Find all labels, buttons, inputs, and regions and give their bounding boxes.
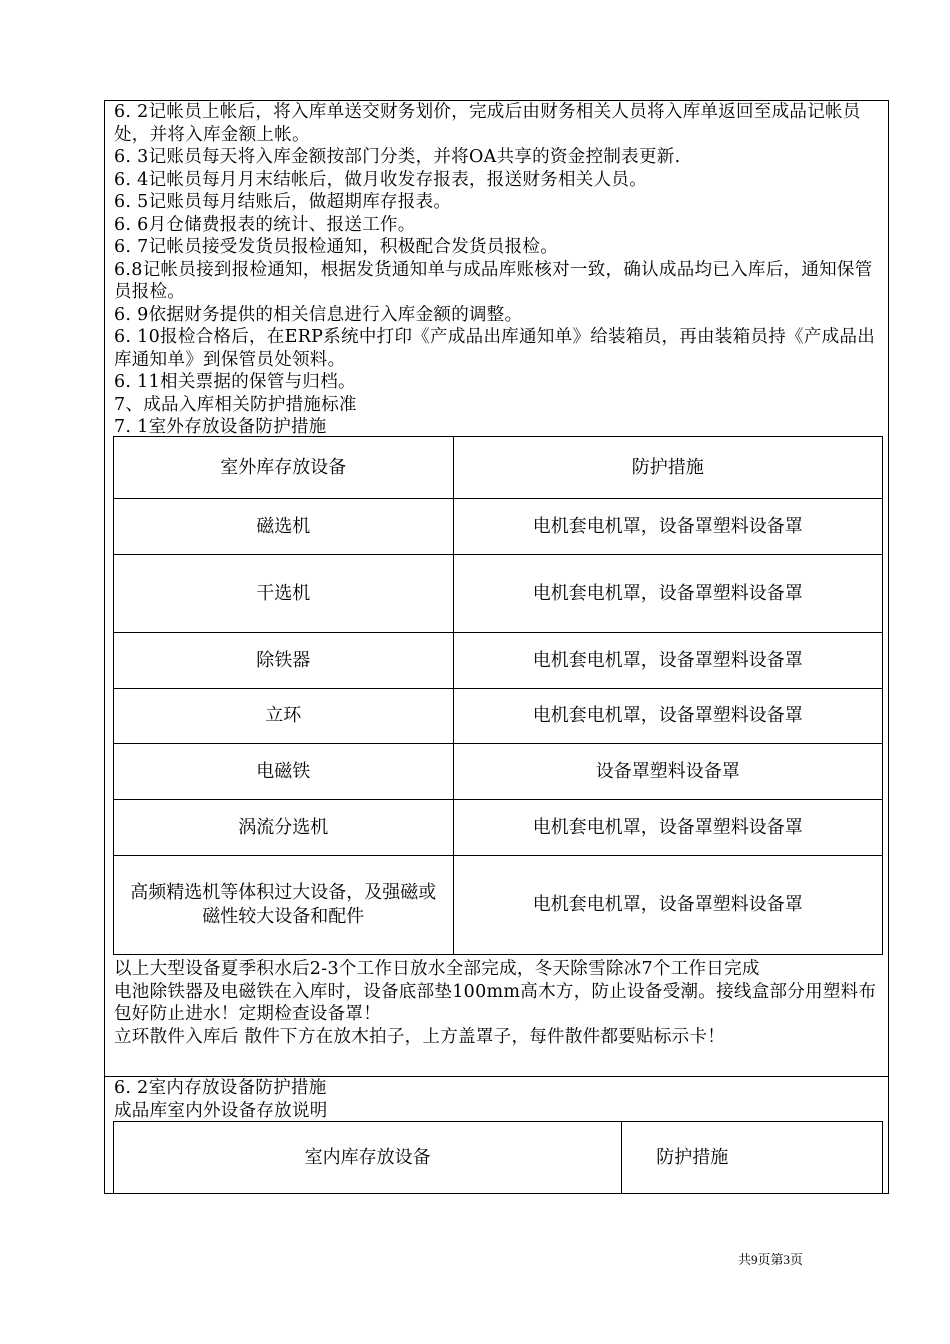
equipment-cell: 涡流分选机 xyxy=(114,800,454,856)
protection-cell: 电机套电机罩，设备罩塑料设备罩 xyxy=(453,856,882,955)
indoor-heading: 6. 2室内存放设备防护措施 xyxy=(114,1078,327,1098)
note-line: 电池除铁器及电磁铁在入库时，设备底部垫100mm高木方，防止设备受潮。接线盒部分用塑料布包好防止进水！定期检查设备罩！ xyxy=(114,981,877,1024)
header-equipment: 室内库存放设备 xyxy=(114,1122,622,1194)
text-line: 6. 6月仓储费报表的统计、报送工作。 xyxy=(114,214,416,235)
text-line: 6. 11相关票据的保管与归档。 xyxy=(114,372,356,392)
procedure-text xyxy=(114,101,886,439)
table-row xyxy=(114,744,883,800)
protection-cell: 电机套电机罩，设备罩塑料设备罩 xyxy=(453,800,882,856)
text-line: 6. 2记帐员上帐后，将入库单送交财务划价，完成后由财务相关人员将入库单返回至成品记帐员处，并将入库金额上帐。 xyxy=(114,102,861,145)
header-protection: 防护措施 xyxy=(453,437,882,499)
protection-cell: 电机套电机罩，设备罩塑料设备罩 xyxy=(453,499,882,555)
indoor-equipment-table xyxy=(113,1121,883,1194)
protection-cell: 电机套电机罩，设备罩塑料设备罩 xyxy=(453,689,882,744)
table-header-row xyxy=(114,1122,883,1194)
protection-cell: 电机套电机罩，设备罩塑料设备罩 xyxy=(453,555,882,633)
table-header-row xyxy=(114,437,883,499)
note-line: 以上大型设备夏季积水后2-3个工作日放水全部完成，冬天除雪除冰7个工作日完成 xyxy=(114,959,760,979)
table-row xyxy=(114,856,883,955)
protection-cell: 设备罩塑料设备罩 xyxy=(453,744,882,800)
outdoor-equipment-table xyxy=(113,436,883,955)
table-row xyxy=(114,689,883,744)
subsection-heading: 7. 1室外存放设备防护措施 xyxy=(114,417,327,437)
table-row xyxy=(114,499,883,555)
indoor-subheading: 成品库室内外设备存放说明 xyxy=(114,1100,328,1121)
text-line: 6. 5记账员每月结账后，做超期库存报表。 xyxy=(114,192,452,212)
table-row xyxy=(114,800,883,856)
page-number: 共9页第3页 xyxy=(738,1252,804,1267)
text-line: 6. 3记账员每天将入库金额按部门分类，并将OA共享的资金控制表更新. xyxy=(114,147,681,167)
text-line: 6.8记帐员接到报检通知，根据发货通知单与成品库账核对一致，确认成品均已入库后，通知保管员报检。 xyxy=(114,259,873,302)
equipment-cell: 除铁器 xyxy=(114,633,454,689)
notes-block xyxy=(114,958,886,1048)
note-line: 立环散件入库后 散件下方在放木拍子，上方盖罩子，每件散件都要贴标示卡！ xyxy=(114,1026,726,1047)
equipment-cell: 干选机 xyxy=(114,555,454,633)
indoor-section xyxy=(114,1077,886,1122)
text-line: 6. 10报检合格后，在ERP系统中打印《产成品出库通知单》给装箱员，再由装箱员持《产成品出库通知单》到保管员处领料。 xyxy=(114,327,876,370)
header-equipment: 室外库存放设备 xyxy=(114,437,454,499)
table-row xyxy=(114,555,883,633)
equipment-cell: 立环 xyxy=(114,689,454,744)
protection-cell: 电机套电机罩，设备罩塑料设备罩 xyxy=(453,633,882,689)
text-line: 6. 9依据财务提供的相关信息进行入库金额的调整。 xyxy=(114,304,523,325)
header-protection: 防护措施 xyxy=(622,1122,883,1194)
equipment-cell: 电磁铁 xyxy=(114,744,454,800)
equipment-cell: 磁选机 xyxy=(114,499,454,555)
table-row xyxy=(114,633,883,689)
text-line: 6. 4记帐员每月月末结帐后，做月收发存报表，报送财务相关人员。 xyxy=(114,169,647,190)
section-heading: 7、成品入库相关防护措施标准 xyxy=(114,394,357,415)
equipment-cell: 高频精选机等体积过大设备，及强磁或磁性较大设备和配件 xyxy=(114,856,454,955)
text-line: 6. 7记帐员接受发货员报检通知，积极配合发货员报检。 xyxy=(114,237,558,257)
